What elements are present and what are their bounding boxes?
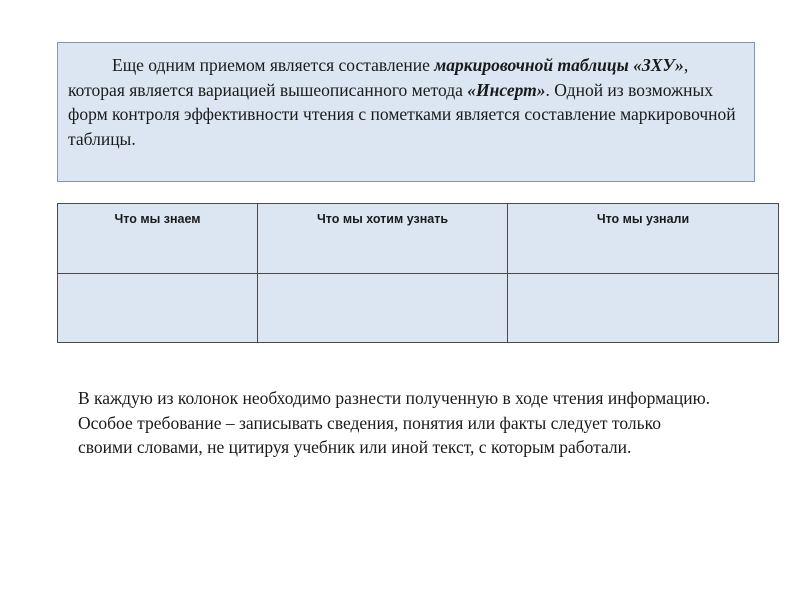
intro-text-part-1: Еще одним приемом является составление (112, 55, 435, 75)
column-header-know: Что мы знаем (58, 204, 258, 274)
column-header-learned: Что мы узнали (508, 204, 779, 274)
kwl-table (57, 203, 779, 343)
table-cell-want-to-know (258, 274, 508, 343)
table-row (58, 274, 779, 343)
intro-term-zhu-table: маркировочной таблицы «ЗХУ» (434, 55, 684, 75)
instruction-paragraph: В каждую из колонок необходимо разнести полученную в ходе чтения информацию. Особое требование – записывать сведения, понятия или факты следует только своими словами, не цитируя учебник или иной текст, с которым работали. (78, 388, 711, 457)
table-header-row (58, 204, 779, 274)
table-cell-know (58, 274, 258, 343)
intro-text-part-2: , которая является вариацией вышеописанного метода (68, 55, 689, 100)
table-cell-learned (508, 274, 779, 343)
intro-term-insert: «Инсерт» (467, 79, 546, 100)
intro-text-part-3: . Одной из возможных форм контроля эффективности чтения с пометками является составление маркировочной таблицы. (68, 79, 736, 149)
column-header-want-to-know: Что мы хотим узнать (258, 204, 508, 274)
intro-text-box (57, 42, 755, 182)
